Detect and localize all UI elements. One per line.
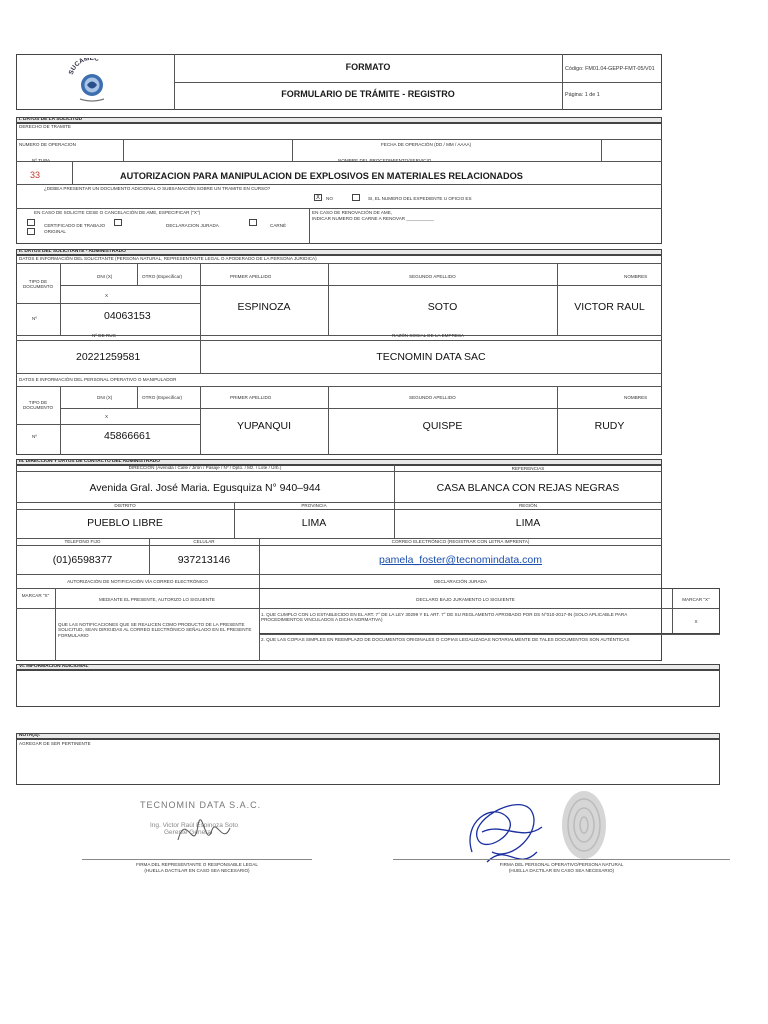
n-label: Nº: [32, 316, 37, 321]
form-title: FORMULARIO DE TRÁMITE - REGISTRO: [281, 89, 455, 99]
referencias-value: CASA BLANCA CON REJAS NEGRAS: [436, 482, 620, 494]
op-segundo-apellido-value: QUISPE: [422, 420, 463, 432]
section-3-title: III. DIRECCIÓN Y DATOS DE CONTACTO DEL ADMINISTRADO: [16, 459, 662, 465]
certificado-label: CERTIFICADO DE TRABAJO: [44, 223, 106, 228]
numero-operacion-label: NUMERO DE OPERACION: [19, 142, 76, 147]
otro-label: OTRO (Especificar): [142, 274, 183, 279]
op-nombres-value: RUDY: [594, 420, 625, 432]
no-checkbox[interactable]: X: [315, 195, 320, 201]
segundo-apellido-label: SEGUNDO APELLIDO: [409, 274, 456, 279]
section-2-title: II. DATOS DEL SOLICITANTE - ADMINISTRADO: [16, 249, 662, 255]
direccion-label: DIRECCIÓN (Avenida / Calle / Jirón / Pasaje / Nº / Dpto. / Mz. / Lote / Urb.): [128, 465, 282, 470]
cese-label: EN CASO DE SOLICITE CESE O CANCELACIÓN DE AME, ESPECIFICAR ("X"): [34, 210, 201, 215]
segundo-apellido-value: SOTO: [427, 301, 458, 313]
celular-value: 937213146: [177, 554, 231, 566]
primer-apellido-label: PRIMER APELLIDO: [230, 274, 272, 279]
renovacion-label-2: INDICAR NUMERO DE CARNE A RENOVAR ___________: [312, 216, 435, 221]
nota-box[interactable]: [16, 739, 720, 785]
marcar-label-2: MARCAR "X": [682, 597, 710, 602]
original-checkbox[interactable]: [27, 228, 35, 235]
nombres-label: NOMBRES: [624, 274, 648, 279]
op-primer-apellido-label: PRIMER APELLIDO: [230, 395, 272, 400]
op-tipo-doc-label: TIPO DE DOCUMENTO: [22, 400, 54, 410]
declaracion-jurada-label: DECLARACION JURADA: [166, 223, 219, 228]
telefono-label: TELEFONO FIJO: [64, 539, 101, 544]
correo-value[interactable]: pamela_foster@tecnomindata.com: [379, 554, 542, 566]
ruc-value: 20221259581: [76, 351, 141, 363]
declaracion-2-text: 2. QUE LAS COPIAS SIMPLES EN REEMPLAZO DE DOCUMENTOS ORIGINALES O COPIAS LEGALIZADAS NOTARIALMENTE DE TALES DOCUMENTOS SON AUTÉNTICAS: [261, 637, 630, 642]
telefono-value: (01)6598377: [52, 554, 113, 566]
tipo-doc-label: TIPO DE DOCUMENTO: [22, 279, 54, 289]
ruc-label: Nº DE RUC: [92, 333, 116, 338]
no-label: NO: [326, 196, 333, 201]
nota-subtitle: AGREGAR DE SER PERTINENTE: [19, 741, 91, 746]
question-text: ¿DEBEA PRESENTAR UN DOCUMENTO ADICIONAL O SUBSANACIÓN SOBRE UN TRAMITE EN CURSO?: [44, 186, 271, 191]
notificacion-text: QUE LAS NOTIFICACIONES QUE SE REALICEN COMO PRODUCTO DE LA PRESENTE SOLICITUD, SEAN DIRIGIDAS AL CORREO ELECTRÓNICO SEÑALADO EN EL PRESENTE FORMULARIO: [58, 622, 252, 638]
logo-text: SUCAMEC: [67, 58, 100, 76]
dni-value: 04063153: [104, 310, 151, 322]
razon-social-value: TECNOMIN DATA SAC: [376, 351, 486, 363]
distrito-value: PUEBLO LIBRE: [87, 517, 163, 529]
page-number: Página: 1 de 1: [565, 92, 600, 98]
region-label: REGIÓN: [518, 503, 538, 508]
op-segundo-apellido-label: SEGUNDO APELLIDO: [409, 395, 456, 400]
tupa-value: 33: [30, 170, 41, 180]
nota-title: NOTA(S):: [16, 733, 720, 739]
representative-signature-icon: [168, 800, 238, 860]
section-2-subtitle: DATOS E INFORMACIÓN DEL SOLICITANTE (PERSONA NATURAL, REPRESENTANTE LEGAL O APODERADO DE LA PERSONA JURIDICA): [19, 256, 317, 261]
correo-label: CORREO ELECTRÓNICO (REGISTRAR CON LETRA IMPRENTA): [391, 539, 530, 544]
dni-label: DNI (X): [97, 274, 113, 279]
op-nombres-label: NOMBRES: [624, 395, 648, 400]
stamp-title: Gerente General: [164, 829, 213, 836]
marcar-label: MARCAR "X": [21, 593, 50, 598]
declaracion-1-text: 1. QUE CUMPLO CON LO ESTABLECIDO EN EL ART. 7° DE LA LEY 30299 Y EL ART. 7° DE SU REGLAMENTO APROBADO POR DS N°010-2017-IN (SOLO APLICABLE PARA PROCEDIMIENTOS VINCULADOS A DICHA NORMATIVA): [261, 612, 628, 623]
original-label: ORIGINAL: [44, 229, 66, 234]
fingerprint-icon: [558, 786, 610, 864]
nombres-value: VICTOR RAUL: [574, 301, 645, 313]
mediante-label: MEDIANTE EL PRESENTE, AUTORIZO LO SIGUIENTE: [99, 597, 215, 602]
stamp-company-name: TECNOMIN DATA S.A.C.: [140, 800, 262, 810]
certificado-original-checkbox[interactable]: [114, 219, 122, 226]
format-label: FORMATO: [345, 62, 391, 72]
autorizacion-label: AUTORIZACIÓN DE NOTIFICACIÓN VÍA CORREO ELECTRÓNICO: [67, 579, 208, 584]
distrito-label: DISTRITO: [114, 503, 136, 508]
certificado-checkbox[interactable]: [27, 219, 35, 226]
procedimiento-label: NOMBRE DEL PROCEDIMIENTO/SERVICIO: [338, 158, 432, 163]
procedimiento-value: AUTORIZACION PARA MANIPULACION DE EXPLOSIVOS EN MATERIALES RELACIONADOS: [120, 171, 523, 181]
representative-signature-label: FIRMA DEL REPRESENTANTE O RESPONSABLE LEGAL: [136, 862, 258, 867]
declaracion-1-mark: X: [694, 619, 698, 624]
op-n-label: Nº: [32, 434, 37, 439]
operative-signature-label: FIRMA DEL PERSONAL OPERATIVO/PERSONA NATURAL: [499, 862, 624, 867]
declaro-label: DECLARO BAJO JURAMENTO LO SIGUIENTE: [416, 597, 515, 602]
si-checkbox[interactable]: [352, 194, 360, 201]
carne-label: CARNÉ: [270, 223, 287, 228]
section-6-title: VI. INFORMACIÓN ADICIONAL: [16, 664, 720, 670]
dni-mark: X: [105, 293, 109, 298]
logo-emblem-icon: [64, 58, 120, 106]
primer-apellido-value: ESPINOZA: [237, 301, 291, 313]
operativo-label: DATOS E INFORMACIÓN DEL PERSONAL OPERATIVO O MANIPULADOR: [19, 377, 177, 382]
op-primer-apellido-value: YUPANQUI: [236, 420, 292, 432]
provincia-value: LIMA: [301, 517, 327, 529]
renovacion-label: EN CASO DE RENOVACIÓN DE AME,: [312, 210, 393, 215]
declaracion-jurada-title: DECLARACIÓN JURADA: [434, 579, 487, 584]
region-value: LIMA: [515, 517, 541, 529]
provincia-label: PROVINCIA: [301, 503, 327, 508]
op-dni-label: DNI (X): [97, 395, 113, 400]
operative-signature-icon: [452, 782, 552, 882]
stamp-person-name: Ing. Victor Raúl Espinoza Soto: [150, 822, 239, 829]
si-label: SI, EL NUMERO DEL EXPEDIENTE U OFICIO ES: [368, 196, 472, 201]
op-otro-label: OTRO (Especificar): [142, 395, 183, 400]
informacion-adicional-box[interactable]: [16, 670, 720, 707]
tupa-label: Nº TUPA: [32, 158, 51, 163]
declaracion-checkbox[interactable]: [249, 219, 257, 226]
fecha-label: FECHA DE OPERACIÓN (DD / MM / AAAA): [381, 142, 472, 147]
razon-social-label: RAZÓN SOCIAL DE LA EMPRESA: [392, 333, 465, 338]
celular-label: CELULAR: [193, 539, 215, 544]
derecho-label: DERECHO DE TRAMITE: [19, 124, 71, 129]
operative-fingerprint-label: (HUELLA DACTILAR EN CASO SEA NECESARIO): [508, 868, 615, 873]
direccion-value: Avenida Gral. José Maria. Egusquiza N° 940–944: [89, 482, 321, 494]
sucamec-logo: [64, 58, 120, 106]
referencias-label: REFERENCIAS: [511, 466, 545, 471]
svg-text:SUCAMEC: [68, 58, 100, 76]
op-dni-value: 45866661: [104, 430, 151, 442]
form-code: Código: FM01.04-GEPP-FMT-05/V01: [565, 66, 655, 72]
section-1-title: I. DATOS DE LA SOLICITUD: [16, 117, 662, 123]
op-dni-mark: X: [105, 414, 109, 419]
representative-fingerprint-label: (HUELLA DACTILAR EN CASO SEA NECESARIO): [144, 868, 250, 873]
